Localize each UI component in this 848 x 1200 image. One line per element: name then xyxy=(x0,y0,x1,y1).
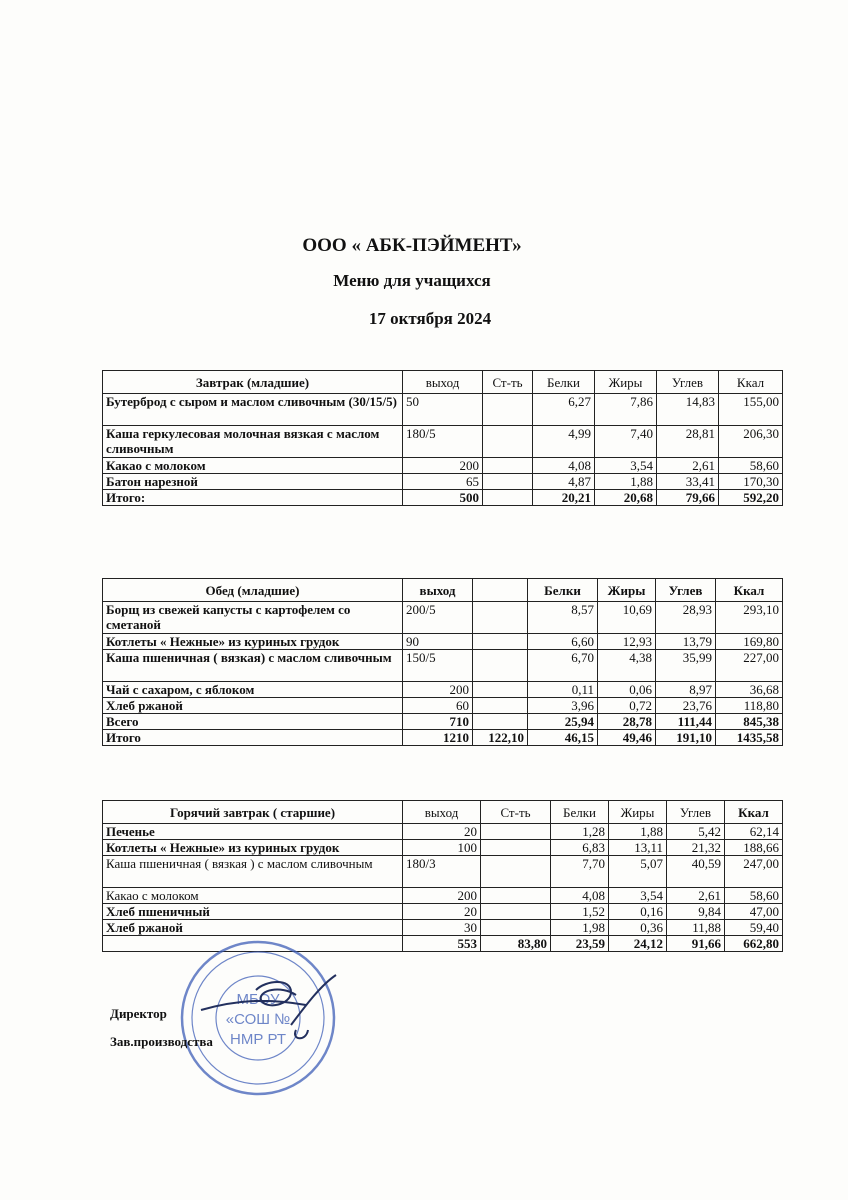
proteins: 23,59 xyxy=(551,936,609,952)
portion: 553 xyxy=(403,936,481,952)
dish-name: Каша пшеничная ( вязкая) с маслом сливочным xyxy=(103,650,403,682)
header-cell: Горячий завтрак ( старшие) xyxy=(103,801,403,824)
cost xyxy=(481,920,551,936)
cost xyxy=(483,394,533,426)
carbs: 14,83 xyxy=(657,394,719,426)
kcal: 59,40 xyxy=(725,920,783,936)
header-cell: выход xyxy=(403,801,481,824)
table-header-row xyxy=(103,801,783,824)
carbs: 21,32 xyxy=(667,840,725,856)
table-row xyxy=(103,474,783,490)
header-cell: Ст-ть xyxy=(481,801,551,824)
dish-name: Чай с сахаром, с яблоком xyxy=(103,682,403,698)
fats: 0,06 xyxy=(598,682,656,698)
proteins: 46,15 xyxy=(528,730,598,746)
dish-name: Хлеб пшеничный xyxy=(103,904,403,920)
carbs: 40,59 xyxy=(667,856,725,888)
dish-name: Батон нарезной xyxy=(103,474,403,490)
portion: 100 xyxy=(403,840,481,856)
table-row xyxy=(103,426,783,458)
cost xyxy=(481,824,551,840)
table-row xyxy=(103,698,783,714)
table-row xyxy=(103,682,783,698)
table-row xyxy=(103,904,783,920)
fats: 24,12 xyxy=(609,936,667,952)
total-row xyxy=(103,490,783,506)
header-cell: Жиры xyxy=(595,371,657,394)
portion: 710 xyxy=(403,714,473,730)
hot-breakfast-senior-table xyxy=(102,800,783,952)
fats: 12,93 xyxy=(598,634,656,650)
proteins: 6,60 xyxy=(528,634,598,650)
kcal: 170,30 xyxy=(719,474,783,490)
dish-name: Каша геркулесовая молочная вязкая с маслом сливочным xyxy=(103,426,403,458)
fats: 3,54 xyxy=(595,458,657,474)
cost xyxy=(483,458,533,474)
carbs: 5,42 xyxy=(667,824,725,840)
header-cell: выход xyxy=(403,579,473,602)
portion: 500 xyxy=(403,490,483,506)
carbs: 13,79 xyxy=(656,634,716,650)
cost xyxy=(473,650,528,682)
proteins: 8,57 xyxy=(528,602,598,634)
kcal: 592,20 xyxy=(719,490,783,506)
table-row xyxy=(103,840,783,856)
proteins: 1,52 xyxy=(551,904,609,920)
proteins: 3,96 xyxy=(528,698,598,714)
lunch-junior-table xyxy=(102,578,783,746)
portion: 20 xyxy=(403,904,481,920)
cost xyxy=(483,474,533,490)
header-cell: Углев xyxy=(667,801,725,824)
header-cell: Белки xyxy=(533,371,595,394)
cost xyxy=(473,714,528,730)
fats: 1,88 xyxy=(595,474,657,490)
cost xyxy=(483,490,533,506)
fats: 1,88 xyxy=(609,824,667,840)
carbs: 8,97 xyxy=(656,682,716,698)
table-row xyxy=(103,824,783,840)
director-signature xyxy=(196,970,346,1060)
proteins: 4,99 xyxy=(533,426,595,458)
carbs: 28,93 xyxy=(656,602,716,634)
kcal: 845,38 xyxy=(716,714,783,730)
production-manager-label: Зав.производства xyxy=(110,1034,213,1049)
carbs: 111,44 xyxy=(656,714,716,730)
fats: 28,78 xyxy=(598,714,656,730)
fats: 0,16 xyxy=(609,904,667,920)
stamp-line-3: НМР РТ xyxy=(230,1031,286,1048)
dish-name: Котлеты « Нежные» из куриных грудок xyxy=(103,840,403,856)
total-label: Итого: xyxy=(103,490,403,506)
proteins: 20,21 xyxy=(533,490,595,506)
dish-name: Бутерброд с сыром и маслом сливочным (30/15/5) xyxy=(103,394,403,426)
portion: 90 xyxy=(403,634,473,650)
portion: 180/5 xyxy=(403,426,483,458)
proteins: 4,87 xyxy=(533,474,595,490)
carbs: 35,99 xyxy=(656,650,716,682)
fats: 0,36 xyxy=(609,920,667,936)
kcal: 206,30 xyxy=(719,426,783,458)
breakfast-junior-table xyxy=(102,370,783,506)
carbs: 2,61 xyxy=(657,458,719,474)
cost xyxy=(481,904,551,920)
portion: 200 xyxy=(403,888,481,904)
cost xyxy=(473,698,528,714)
header-cell: Белки xyxy=(528,579,598,602)
table-row xyxy=(103,856,783,888)
table-row xyxy=(103,888,783,904)
dish-name: Борщ из свежей капусты с картофелем со сметаной xyxy=(103,602,403,634)
carbs: 33,41 xyxy=(657,474,719,490)
subtotal-label: Всего xyxy=(103,714,403,730)
fats: 7,86 xyxy=(595,394,657,426)
header-cell: Жиры xyxy=(598,579,656,602)
portion: 180/3 xyxy=(403,856,481,888)
portion: 65 xyxy=(403,474,483,490)
table-row xyxy=(103,602,783,634)
carbs: 23,76 xyxy=(656,698,716,714)
proteins: 0,11 xyxy=(528,682,598,698)
fats: 10,69 xyxy=(598,602,656,634)
kcal: 247,00 xyxy=(725,856,783,888)
kcal: 227,00 xyxy=(716,650,783,682)
carbs: 191,10 xyxy=(656,730,716,746)
portion: 20 xyxy=(403,824,481,840)
carbs: 79,66 xyxy=(657,490,719,506)
director-label: Директор xyxy=(110,1006,167,1021)
fats: 7,40 xyxy=(595,426,657,458)
portion: 200/5 xyxy=(403,602,473,634)
header-cell: Ккал xyxy=(719,371,783,394)
proteins: 4,08 xyxy=(533,458,595,474)
fats: 3,54 xyxy=(609,888,667,904)
cost xyxy=(481,888,551,904)
cost: 122,10 xyxy=(473,730,528,746)
header-cell: Обед (младшие) xyxy=(103,579,403,602)
subtotal-row xyxy=(103,714,783,730)
stamp-line-2: «СОШ № xyxy=(225,1011,291,1028)
kcal: 155,00 xyxy=(719,394,783,426)
proteins: 25,94 xyxy=(528,714,598,730)
portion: 50 xyxy=(403,394,483,426)
stamp-line-1: МБОУ xyxy=(236,991,280,1008)
kcal: 293,10 xyxy=(716,602,783,634)
header-cell: Углев xyxy=(657,371,719,394)
table-row xyxy=(103,458,783,474)
proteins: 6,27 xyxy=(533,394,595,426)
portion: 30 xyxy=(403,920,481,936)
header-cell xyxy=(473,579,528,602)
cost xyxy=(481,856,551,888)
kcal: 62,14 xyxy=(725,824,783,840)
total-label: Итого xyxy=(103,730,403,746)
dish-name: Какао с молоком xyxy=(103,888,403,904)
fats: 20,68 xyxy=(595,490,657,506)
portion: 1210 xyxy=(403,730,473,746)
cost xyxy=(473,682,528,698)
fats: 13,11 xyxy=(609,840,667,856)
total-row xyxy=(103,730,783,746)
proteins: 7,70 xyxy=(551,856,609,888)
cost xyxy=(473,602,528,634)
carbs: 9,84 xyxy=(667,904,725,920)
carbs: 11,88 xyxy=(667,920,725,936)
table-header-row xyxy=(103,579,783,602)
header-cell: Ккал xyxy=(716,579,783,602)
dish-name: Печенье xyxy=(103,824,403,840)
table-header-row xyxy=(103,371,783,394)
kcal: 662,80 xyxy=(725,936,783,952)
menu-subtitle: Меню для учащихся xyxy=(333,271,491,290)
fats: 49,46 xyxy=(598,730,656,746)
header-cell: Углев xyxy=(656,579,716,602)
dish-name: Каша пшеничная ( вязкая ) с маслом сливочным xyxy=(103,856,403,888)
table-row xyxy=(103,634,783,650)
portion: 200 xyxy=(403,682,473,698)
dish-name: Какао с молоком xyxy=(103,458,403,474)
header-cell: Жиры xyxy=(609,801,667,824)
carbs: 2,61 xyxy=(667,888,725,904)
signature-stroke xyxy=(201,975,336,1038)
header-cell: Белки xyxy=(551,801,609,824)
kcal: 1435,58 xyxy=(716,730,783,746)
kcal: 188,66 xyxy=(725,840,783,856)
carbs: 91,66 xyxy=(667,936,725,952)
proteins: 4,08 xyxy=(551,888,609,904)
header-cell: выход xyxy=(403,371,483,394)
portion: 150/5 xyxy=(403,650,473,682)
proteins: 6,83 xyxy=(551,840,609,856)
dish-name: Котлеты « Нежные» из куриных грудок xyxy=(103,634,403,650)
fats: 4,38 xyxy=(598,650,656,682)
header-cell: Ккал xyxy=(725,801,783,824)
dish-name: Хлеб ржаной xyxy=(103,698,403,714)
carbs: 28,81 xyxy=(657,426,719,458)
company-title: ООО « АБК-ПЭЙМЕНТ» xyxy=(302,235,522,256)
proteins: 1,98 xyxy=(551,920,609,936)
fats: 5,07 xyxy=(609,856,667,888)
cost: 83,80 xyxy=(481,936,551,952)
kcal: 47,00 xyxy=(725,904,783,920)
header-cell: Ст-ть xyxy=(483,371,533,394)
dish-name: Хлеб ржаной xyxy=(103,920,403,936)
menu-date: 17 октября 2024 xyxy=(368,309,492,328)
fats: 0,72 xyxy=(598,698,656,714)
kcal: 169,80 xyxy=(716,634,783,650)
portion: 60 xyxy=(403,698,473,714)
kcal: 118,80 xyxy=(716,698,783,714)
table-row xyxy=(103,650,783,682)
cost xyxy=(473,634,528,650)
table-row xyxy=(103,920,783,936)
proteins: 1,28 xyxy=(551,824,609,840)
header-cell: Завтрак (младшие) xyxy=(103,371,403,394)
kcal: 58,60 xyxy=(719,458,783,474)
table-row xyxy=(103,394,783,426)
portion: 200 xyxy=(403,458,483,474)
cost xyxy=(483,426,533,458)
kcal: 58,60 xyxy=(725,888,783,904)
proteins: 6,70 xyxy=(528,650,598,682)
kcal: 36,68 xyxy=(716,682,783,698)
cost xyxy=(481,840,551,856)
